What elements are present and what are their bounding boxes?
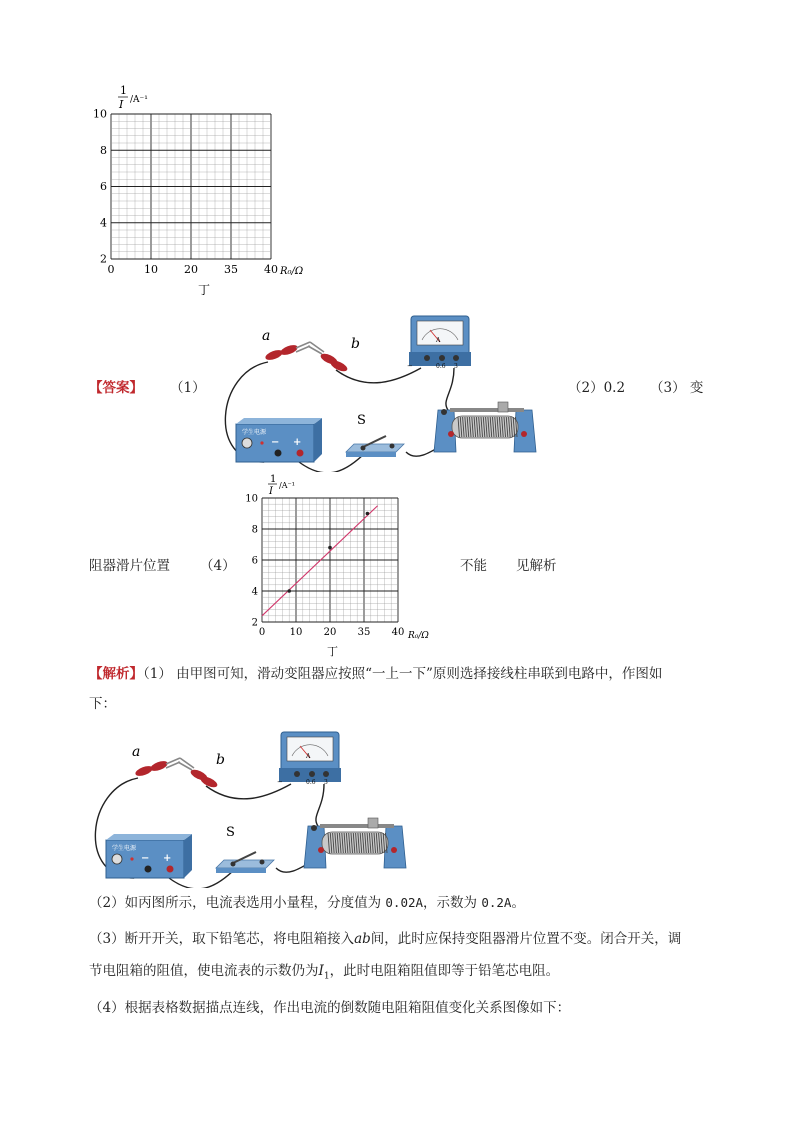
top-x-tick: 40 (264, 263, 278, 276)
supply-plus: + (163, 853, 172, 864)
label-a: a (262, 328, 271, 344)
top-y-tick: 10 (93, 107, 107, 121)
division-value: 0.02A (385, 895, 424, 910)
supply-minus: − (271, 437, 280, 448)
ylabel-numerator: 1 (270, 474, 277, 485)
current-symbol: I (318, 963, 324, 979)
chart-caption: 丁 (198, 283, 211, 297)
analysis-p1-text: （1） 由甲图可知，滑动变阻器应按照“一上一下”原则选择接线柱串联到电路中，作图如 (143, 666, 663, 682)
analysis-p3-text-a: （3）断开开关，取下铅笔芯，将电阻箱接入 (89, 931, 355, 947)
meter-term-3: 3 (324, 779, 328, 786)
supply-plus: + (293, 437, 302, 448)
empty-grid-chart (80, 80, 320, 300)
chart-caption: 丁 (327, 645, 338, 658)
fit-x-tick: 40 (391, 627, 405, 638)
meter-symbol: A (436, 337, 441, 344)
meter-term-2: 0.6 (306, 779, 316, 786)
label-switch: S (357, 413, 366, 428)
label-b: b (351, 336, 360, 352)
top-y-tick: 4 (100, 216, 107, 230)
analysis-p4: （4）根据表格数据描点连线，作出电流的倒数随电阻箱阻值变化关系图像如下： (89, 1000, 571, 1016)
analysis-p3-text-b: 间，此时应保持变阻器滑片位置不变。闭合开关，调 (370, 931, 682, 947)
circuit-diagram-answer (216, 312, 546, 472)
answer-item-2: （2）0.2 (568, 380, 626, 396)
chart-grid (111, 114, 271, 259)
ylabel-denominator: I (269, 486, 273, 497)
analysis-p1-cont: 下： (89, 696, 116, 712)
top-y-tick: 2 (100, 252, 107, 266)
supply-minus: − (141, 853, 150, 864)
supply-label: 学生电源 (112, 845, 137, 852)
analysis-p3-cont (89, 961, 559, 987)
fit-y-tick: 2 (251, 617, 258, 629)
data-point (287, 589, 291, 593)
answer-item-1: （1） (170, 380, 206, 396)
top-x-tick: 0 (107, 263, 115, 276)
analysis-p2-text-b: ，示数为 (423, 895, 482, 911)
label-a: a (132, 744, 141, 760)
fit-x-tick: 0 (258, 627, 266, 638)
label-switch: S (226, 825, 235, 840)
meter-term-3: 3 (454, 363, 458, 370)
ylabel-unit: /A⁻¹ (279, 481, 295, 490)
xlabel: R₀/Ω (408, 631, 429, 641)
meter-symbol: A (306, 753, 311, 760)
top-y-tick: 6 (100, 180, 107, 194)
fit-line (262, 506, 378, 616)
fit-y-tick: 10 (245, 493, 258, 505)
answer-item-3-cont: 阻器滑片位置 (89, 558, 170, 574)
terminals-ab: ab (354, 931, 371, 947)
meter-term-2: 0.6 (436, 363, 446, 370)
answer-item-4-a: 不能 (460, 558, 487, 574)
data-point (366, 512, 370, 516)
answer-label: 【答案】 (89, 380, 143, 396)
meter-term-1: − (407, 362, 413, 370)
circuit-diagram-analysis (86, 728, 416, 888)
fit-x-tick: 20 (323, 627, 337, 638)
fitted-line-chart (232, 472, 442, 662)
chart-grid (262, 498, 398, 622)
current-subscript: 1 (323, 971, 330, 982)
ylabel-denominator: I (119, 98, 124, 111)
top-x-tick: 10 (144, 263, 158, 276)
fit-y-tick: 8 (251, 524, 258, 536)
analysis-p3-text-c: 节电阻箱的阻值，使电流表的示数仍为 (89, 963, 319, 979)
analysis-label: 【解析】 (89, 666, 143, 682)
analysis-p2-text-c: 。 (511, 895, 525, 911)
analysis-p1 (89, 664, 662, 684)
top-x-tick: 20 (184, 263, 198, 276)
data-point (328, 546, 332, 550)
fit-x-tick: 35 (357, 627, 371, 638)
analysis-p3 (89, 929, 681, 949)
top-y-tick: 8 (100, 143, 107, 157)
top-x-tick: 35 (224, 263, 238, 276)
fit-y-tick: 6 (251, 555, 258, 567)
ylabel-unit: /A⁻¹ (130, 95, 148, 105)
answer-item-4-b: 见解析 (516, 558, 557, 574)
fit-x-tick: 10 (289, 627, 303, 638)
xlabel: R₀/Ω (280, 266, 304, 277)
reading-value: 0.2A (481, 895, 512, 910)
fit-y-tick: 4 (251, 586, 258, 598)
ylabel-numerator: 1 (120, 84, 127, 97)
analysis-p3-text-d: ，此时电阻箱阻值即等于铅笔芯电阻。 (329, 963, 560, 979)
analysis-p2-text-a: （2）如丙图所示，电流表选用小量程，分度值为 (89, 895, 386, 911)
label-b: b (216, 752, 225, 768)
meter-term-1: − (277, 778, 283, 786)
answer-item-4: （4） (200, 558, 236, 574)
analysis-p2 (89, 893, 525, 913)
supply-label: 学生电源 (242, 429, 267, 436)
answer-item-3: （3） 变 (650, 380, 704, 396)
